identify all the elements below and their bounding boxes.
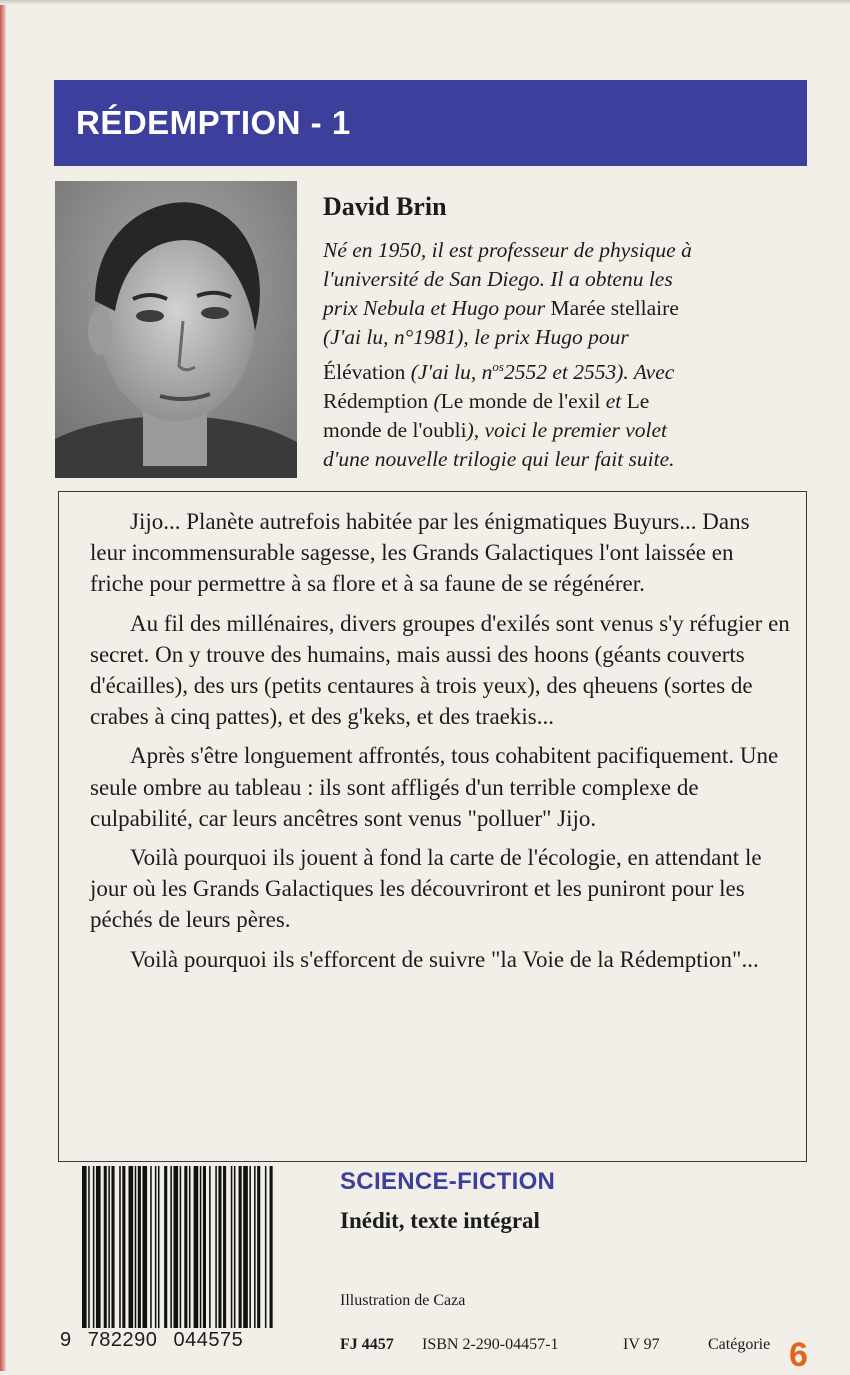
barcode-bar — [119, 1166, 121, 1328]
bio-text: 2552 et 2553). Avec — [503, 360, 675, 385]
bio-text: l'université de San Diego. Il a obtenu les — [323, 267, 673, 291]
blurb-text — [90, 506, 790, 983]
illustration-credit: Illustration de Caza — [340, 1292, 466, 1309]
isbn: ISBN 2-290-04457-1 — [422, 1336, 559, 1353]
barcode-bar — [88, 1166, 90, 1328]
barcode-bar — [184, 1166, 187, 1328]
footer-info — [340, 1336, 818, 1374]
bio-line — [323, 352, 803, 387]
bio-line — [323, 323, 803, 352]
blurb-paragraph: Au fil des millénaires, divers groupes d'exilés sont venus s'y réfugier en secret. On y trouve des humains, mais aussi des hoons (géants couverts d'écailles), des urs (petits centaures à trois yeux), des qheuens (sortes de crabes à cinq pattes), et des g'keks, et des traekis... — [90, 610, 790, 730]
barcode-digit-first: 9 — [60, 1329, 72, 1351]
author-name: David Brin — [323, 192, 447, 221]
book-title: Élévation — [323, 360, 406, 385]
barcode-bar — [104, 1166, 107, 1328]
barcode-bar — [189, 1166, 191, 1328]
bio-line — [323, 445, 803, 474]
barcode-bar — [270, 1166, 273, 1328]
barcode-bar — [164, 1166, 167, 1328]
blurb-paragraph: Jijo... Planète autrefois habitée par les énigmatiques Buyurs... Dans leur incommensurable sagesse, les Grands Galactiques l'ont laissée en friche pour permettre à sa flore et à sa faune de se régénérer. — [90, 509, 750, 597]
barcode — [60, 1166, 328, 1362]
author-bio — [323, 236, 803, 474]
barcode-bar — [129, 1166, 134, 1328]
bio-text: Né en 1950, il est professeur de physique à — [323, 238, 692, 262]
barcode-bar — [215, 1166, 217, 1328]
bio-line — [323, 387, 803, 416]
bio-line — [323, 265, 803, 294]
barcode-digits — [60, 1329, 328, 1352]
barcode-bar — [93, 1166, 95, 1328]
barcode-bar — [155, 1166, 157, 1328]
author-photo — [55, 181, 297, 478]
bio-line — [323, 294, 803, 323]
barcode-bar — [142, 1166, 147, 1328]
barcode-bar — [223, 1166, 226, 1328]
barcode-bar — [138, 1166, 141, 1328]
blurb-paragraph: Après s'être longuement affrontés, tous cohabitent pacifiquement. Une seule ombre au tableau : ils sont affligés d'un terrible complexe de culpabilité, car leurs ancêtres sont venus "polluer" Jijo. — [90, 743, 779, 831]
barcode-digits-left: 782290 — [87, 1329, 158, 1351]
barcode-bar — [158, 1166, 160, 1328]
barcode-bar — [200, 1166, 202, 1328]
blurb-paragraph: Voilà pourquoi ils s'efforcent de suivre "la Voie de la Rédemption"... — [130, 946, 759, 972]
barcode-bar — [231, 1166, 233, 1328]
bio-text: ), voici le premier volet — [466, 418, 667, 443]
book-title: Le — [626, 389, 650, 414]
barcode-bar — [257, 1166, 260, 1328]
book-title: Le monde de l'exil — [440, 389, 601, 414]
bio-text: (J'ai lu, n — [410, 360, 493, 385]
barcode-bar — [239, 1166, 242, 1328]
barcode-bar — [218, 1166, 221, 1328]
book-title: Marée stellaire — [550, 296, 679, 320]
author-portrait-graphic — [55, 181, 297, 478]
book-title: Rédemption — [323, 389, 429, 414]
bio-superscript: os — [492, 359, 504, 374]
barcode-bar — [209, 1166, 211, 1328]
bio-line — [323, 236, 803, 265]
print-code: IV 97 — [623, 1336, 660, 1353]
catalog-ref: FJ 4457 — [340, 1336, 394, 1353]
cover-left-edge — [0, 0, 6, 1371]
category-label: Catégorie — [708, 1336, 771, 1353]
barcode-bar — [249, 1166, 251, 1328]
barcode-bar — [243, 1166, 248, 1328]
bio-text: et — [605, 389, 622, 414]
genre-label: SCIENCE-FICTION — [340, 1168, 556, 1195]
barcode-bar — [122, 1166, 125, 1328]
barcode-bar — [82, 1166, 87, 1328]
barcode-bar — [173, 1166, 178, 1328]
barcode-bar — [265, 1166, 267, 1328]
series-title-band — [54, 80, 807, 166]
barcode-bar — [111, 1166, 114, 1328]
bio-line — [323, 416, 803, 445]
edition-note: Inédit, texte intégral — [340, 1208, 540, 1233]
barcode-bar — [234, 1166, 236, 1328]
barcode-bars — [82, 1166, 328, 1328]
bio-text: d'une nouvelle trilogie qui leur fait suite. — [323, 447, 675, 472]
barcode-bar — [180, 1166, 182, 1328]
barcode-bar — [108, 1166, 110, 1328]
barcode-bar — [135, 1166, 137, 1328]
barcode-bar — [203, 1166, 206, 1328]
barcode-digits-right: 044575 — [173, 1329, 244, 1351]
bio-text: prix Nebula et Hugo pour — [323, 296, 546, 320]
barcode-bar — [254, 1166, 256, 1328]
barcode-bar — [96, 1166, 101, 1328]
bio-text: (J'ai lu, n°1981), le prix Hugo pour — [323, 325, 629, 349]
category-number: 6 — [789, 1336, 808, 1374]
barcode-bar — [170, 1166, 172, 1328]
book-title: monde de l'oubli — [323, 418, 467, 443]
barcode-bar — [194, 1166, 199, 1328]
cover-top-edge — [0, 0, 850, 5]
bio-text: ( — [433, 389, 441, 414]
barcode-bar — [150, 1166, 152, 1328]
series-title: RÉDEMPTION - 1 — [76, 104, 351, 141]
blurb-paragraph: Voilà pourquoi ils jouent à fond la carte de l'écologie, en attendant le jour où les Grands Galactiques les découvriront et les puniront pour les péchés de leurs pères. — [90, 845, 762, 933]
